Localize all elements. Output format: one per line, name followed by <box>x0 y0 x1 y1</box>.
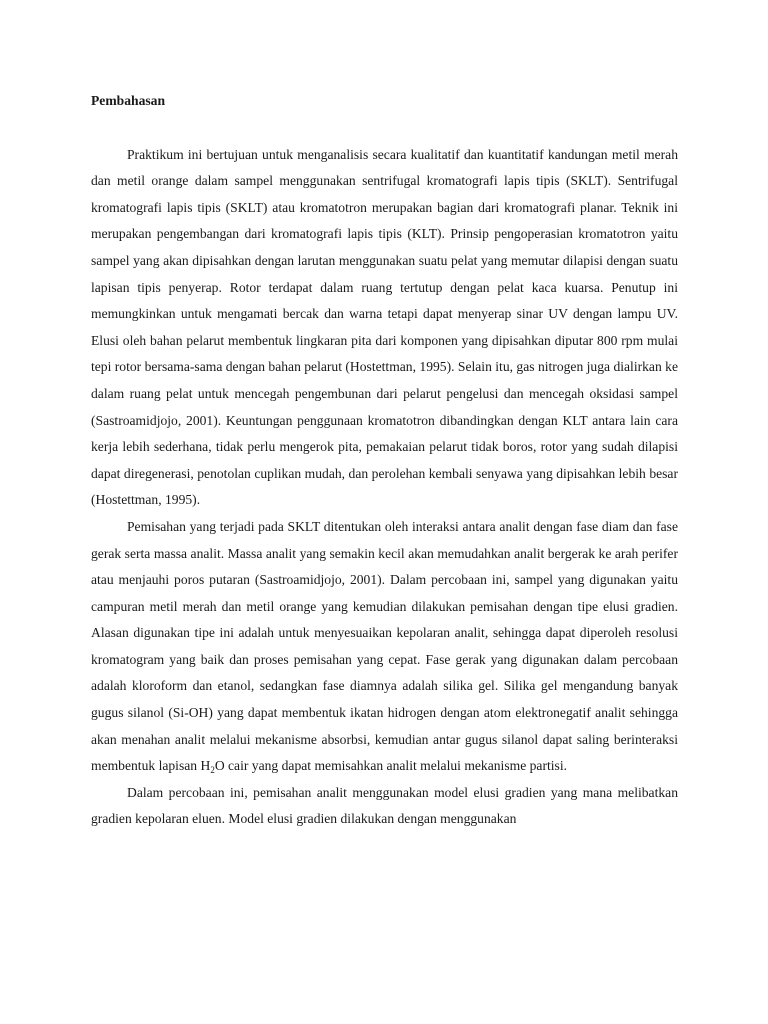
paragraph-3: Dalam percobaan ini, pemisahan analit menggunakan model elusi gradien yang mana melibatkan gradien kepolaran eluen. Model elusi gradien dilakukan dengan menggunakan <box>91 784 678 827</box>
water-subscript: 2 <box>210 765 215 776</box>
paragraph-1: Praktikum ini bertujuan untuk menganalisis secara kualitatif dan kuantitatif kandungan metil merah dan metil orange dalam sampel menggunakan sentrifugal kromatografi lapis tipis (SKLT). Sentrifugal kromatografi lapis tipis (SKLT) atau kromatotron merupakan bagian dari kromatografi planar. Teknik ini merupakan pengembangan dari kromatografi lapis tipis (KLT). Prinsip pengoperasian kromatotron yaitu sampel yang akan dipisahkan dengan larutan menggunakan suatu pelat yang memutar dilapisi dengan suatu lapisan tipis penyerap. Rotor terdapat dalam ruang tertutup dengan pelat kaca kuarsa. Penutup ini memungkinkan untuk mengamati bercak dan warna tetapi dapat menyerap sinar UV dengan lampu UV. Elusi oleh bahan pelarut membentuk lingkaran pita dari komponen yang dipisahkan diputar 800 rpm mulai tepi rotor bersama-sama dengan bahan pelarut (Hostettman, 1995). Selain itu, gas nitrogen juga dialirkan ke dalam ruang pelat untuk mencegah pengembunan dari pelarut pengelusi dan mencegah oksidasi sampel (Sastroamidjojo, 2001). Keuntungan penggunaan kromatotron dibandingkan dengan KLT antara lain cara kerja lebih sederhana, tidak perlu mengerok pita, pemakaian pelarut tidak boros, rotor yang sudah dilapisi dapat diregenerasi, penotolan cuplikan mudah, dan perolehan kembali senyawa yang dipisahkan lebih besar (Hostettman, 1995). <box>91 146 678 508</box>
paragraph-2-text-b: O cair yang dapat memisahkan analit melalui mekanisme partisi. <box>214 758 568 774</box>
section-heading: Pembahasan <box>91 93 166 108</box>
blank-line <box>91 115 678 142</box>
paragraph-2 <box>91 514 678 780</box>
paragraph-2-text-a: Pemisahan yang terjadi pada SKLT ditentukan oleh interaksi antara analit dengan fase diam dan fase gerak serta massa analit. Massa analit yang semakin kecil akan memudahkan analit bergerak ke arah perifer atau menjauhi poros putaran (Sastroamidjojo, 2001). Dalam percobaan ini, sampel yang digunakan yaitu campuran metil merah dan metil orange yang kemudian dilakukan pemisahan dengan tipe elusi gradien. Alasan digunakan tipe ini adalah untuk menyesuaikan kepolaran analit, sehingga dapat diperoleh resolusi kromatogram yang baik dan proses pemisahan yang cepat. Fase gerak yang digunakan dalam percobaan adalah kloroform dan etanol, sedangkan fase diamnya adalah silika gel. Silika gel mengandung banyak gugus silanol (Si-OH) yang dapat membentuk ikatan hidrogen dengan atom elektronegatif analit sehingga akan menahan analit melalui mekanisme absorbsi, kemudian antar gugus silanol dapat saling berinteraksi membentuk lapisan H <box>91 518 678 774</box>
document-body <box>91 88 678 833</box>
